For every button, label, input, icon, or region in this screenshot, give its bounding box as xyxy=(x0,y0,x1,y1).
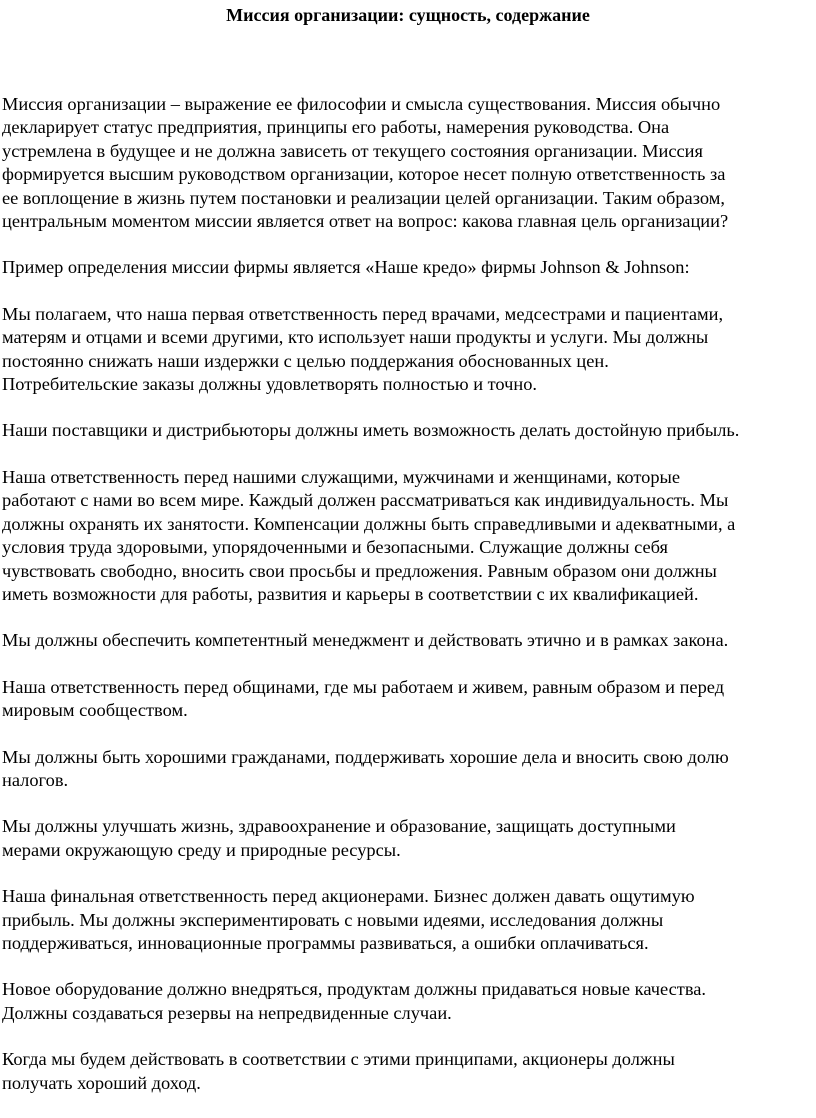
text-line: центральным моментом миссии является ответ на вопрос: какова главная цель организации? xyxy=(2,211,729,232)
text-line: работают с нами во всем мире. Каждый должен рассматриваться как индивидуальность. Мы xyxy=(2,490,729,511)
text-line: устремлена в будущее и не должна зависеть от текущего состояния организации. Миссия xyxy=(2,140,703,161)
document-body xyxy=(2,93,816,1118)
text-line: должны охранять их занятости. Компенсации должны быть справедливыми и адекватными, а xyxy=(2,513,736,534)
text-line: Должны создаваться резервы на непредвиденные случаи. xyxy=(2,1002,452,1023)
paragraph-suppliers xyxy=(2,419,816,442)
paragraph-environment xyxy=(2,815,816,862)
text-line: налогов. xyxy=(2,769,69,790)
text-line: Мы должны улучшать жизнь, здравоохранение и образование, защищать доступными xyxy=(2,816,676,837)
text-line: Мы должны быть хорошими гражданами, поддерживать хорошие дела и вносить свою долю xyxy=(2,746,729,767)
text-line: прибыль. Мы должны экспериментировать с новыми идеями, исследования должны xyxy=(2,909,664,930)
paragraph-management xyxy=(2,629,816,652)
paragraph-mission-definition xyxy=(2,93,816,233)
text-line: Наша ответственность перед нашими служащими, мужчинами и женщинами, которые xyxy=(2,466,681,487)
paragraph-customers xyxy=(2,303,816,397)
text-line: Мы полагаем, что наша первая ответственность перед врачами, медсестрами и пациентами, xyxy=(2,303,724,324)
text-line: чувствовать свободно, вносить свои просьбы и предложения. Равным образом они должны xyxy=(2,560,717,581)
text-line: Новое оборудование должно внедряться, продуктам должны придаваться новые качества. xyxy=(2,979,707,1000)
paragraph-employees xyxy=(2,466,816,606)
text-line: иметь возможности для работы, развития и карьеры в соответствии с их квалификацией. xyxy=(2,583,699,604)
paragraph-shareholders xyxy=(2,885,816,955)
text-line: Наша ответственность перед общинами, где мы работаем и живем, равным образом и перед xyxy=(2,676,725,697)
text-line: поддерживаться, инновационные программы развиваться, а ошибки оплачиваться. xyxy=(2,932,649,953)
text-line: Миссия организации – выражение ее философии и смысла существования. Миссия обычно xyxy=(2,94,721,114)
text-line: Наша финальная ответственность перед акционерами. Бизнес должен давать ощутимую xyxy=(2,886,695,907)
document-title: Миссия организации: сущность, содержание xyxy=(226,5,590,25)
text-line: Мы должны обеспечить компетентный менеджмент и действовать этично и в рамках закона. xyxy=(2,630,729,651)
text-line: Когда мы будем действовать в соответствии с этими принципами, акционеры должны xyxy=(2,1049,675,1070)
text-line: матерям и отцами и всеми другими, кто использует наши продукты и услуги. Мы должны xyxy=(2,327,709,348)
paragraph-communities xyxy=(2,676,816,723)
paragraph-example-intro xyxy=(2,256,816,279)
text-line: получать хороший доход. xyxy=(2,1072,201,1093)
text-line: формируется высшим руководством организации, которое несет полную ответственность за xyxy=(2,164,726,185)
text-line: постоянно снижать наши издержки с целью поддержания обоснованных цен. xyxy=(2,350,609,371)
text-line: Наши поставщики и дистрибьюторы должны иметь возможность делать достойную прибыль. xyxy=(2,420,740,441)
paragraph-citizens xyxy=(2,746,816,793)
text-line: Пример определения миссии фирмы является «Наше кредо» фирмы Johnson & Johnson: xyxy=(2,257,690,278)
text-line: условия труда здоровыми, упорядоченными и безопасными. Служащие должны себя xyxy=(2,537,669,558)
text-line: мировым сообществом. xyxy=(2,700,188,721)
text-line: декларирует статус предприятия, принципы его работы, намерения руководства. Она xyxy=(2,117,670,138)
text-line: Потребительские заказы должны удовлетворять полностью и точно. xyxy=(2,374,538,395)
paragraph-conclusion xyxy=(2,1048,816,1095)
text-line: ее воплощение в жизнь путем постановки и реализации целей организации. Таким образом, xyxy=(2,187,725,208)
text-line: мерами окружающую среду и природные ресурсы. xyxy=(2,839,401,860)
paragraph-equipment xyxy=(2,978,816,1025)
